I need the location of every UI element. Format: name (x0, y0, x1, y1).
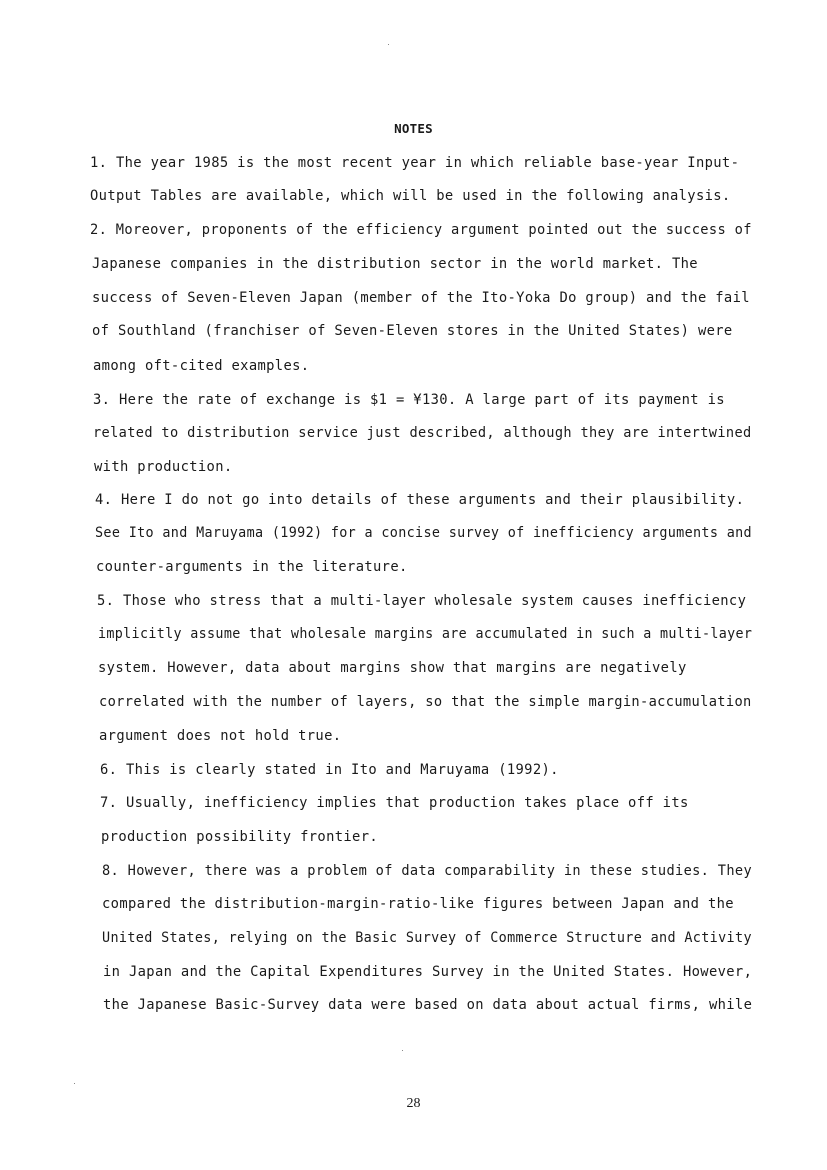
text-line: 2. Moreover, proponents of the efficiency argument pointed out the success of (90, 222, 752, 238)
text-line: Output Tables are available, which will be used in the following analysis. (90, 188, 731, 204)
scan-speck (388, 44, 389, 45)
text-line: of Southland (franchiser of Seven-Eleven stores in the United States) were (92, 323, 733, 339)
text-line: in Japan and the Capital Expenditures Survey in the United States. However, (103, 964, 753, 980)
page-title: NOTES (394, 121, 433, 136)
text-line: compared the distribution-margin-ratio-like figures between Japan and the (102, 896, 734, 912)
text-line: among oft-cited examples. (93, 358, 310, 374)
text-line: 8. However, there was a problem of data comparability in these studies. They (102, 863, 752, 879)
scan-speck (74, 1083, 75, 1084)
text-line: 5. Those who stress that a multi-layer wholesale system causes inefficiency (97, 593, 747, 609)
text-line: implicitly assume that wholesale margins are accumulated in such a multi-layer (98, 626, 753, 642)
text-line: 1. The year 1985 is the most recent year in which reliable base-year Input- (90, 155, 740, 171)
text-line: See Ito and Maruyama (1992) for a concise survey of inefficiency arguments and (95, 525, 752, 541)
text-line: production possibility frontier. (101, 829, 379, 845)
text-line: United States, relying on the Basic Survey of Commerce Structure and Activity (102, 930, 752, 946)
text-line: 4. Here I do not go into details of these arguments and their plausibility. (95, 492, 745, 508)
text-line: the Japanese Basic-Survey data were based on data about actual firms, while (103, 997, 753, 1013)
text-line: correlated with the number of layers, so that the simple margin-accumulation (99, 694, 752, 710)
scan-speck (402, 1050, 403, 1051)
text-line: argument does not hold true. (99, 728, 342, 744)
text-line: 7. Usually, inefficiency implies that production takes place off its (100, 795, 689, 811)
text-line: related to distribution service just described, although they are intertwined (93, 425, 752, 441)
text-line: 3. Here the rate of exchange is $1 = ¥130. A large part of its payment is (93, 392, 725, 408)
text-line: 6. This is clearly stated in Ito and Maruyama (1992). (100, 762, 559, 778)
page-number: 28 (406, 1096, 421, 1111)
text-line: success of Seven-Eleven Japan (member of the Ito-Yoka Do group) and the fail (92, 290, 750, 306)
text-line: with production. (94, 459, 233, 475)
text-line: Japanese companies in the distribution sector in the world market. The (92, 256, 698, 272)
text-line: system. However, data about margins show that margins are negatively (98, 660, 687, 676)
text-line: counter-arguments in the literature. (96, 559, 408, 575)
